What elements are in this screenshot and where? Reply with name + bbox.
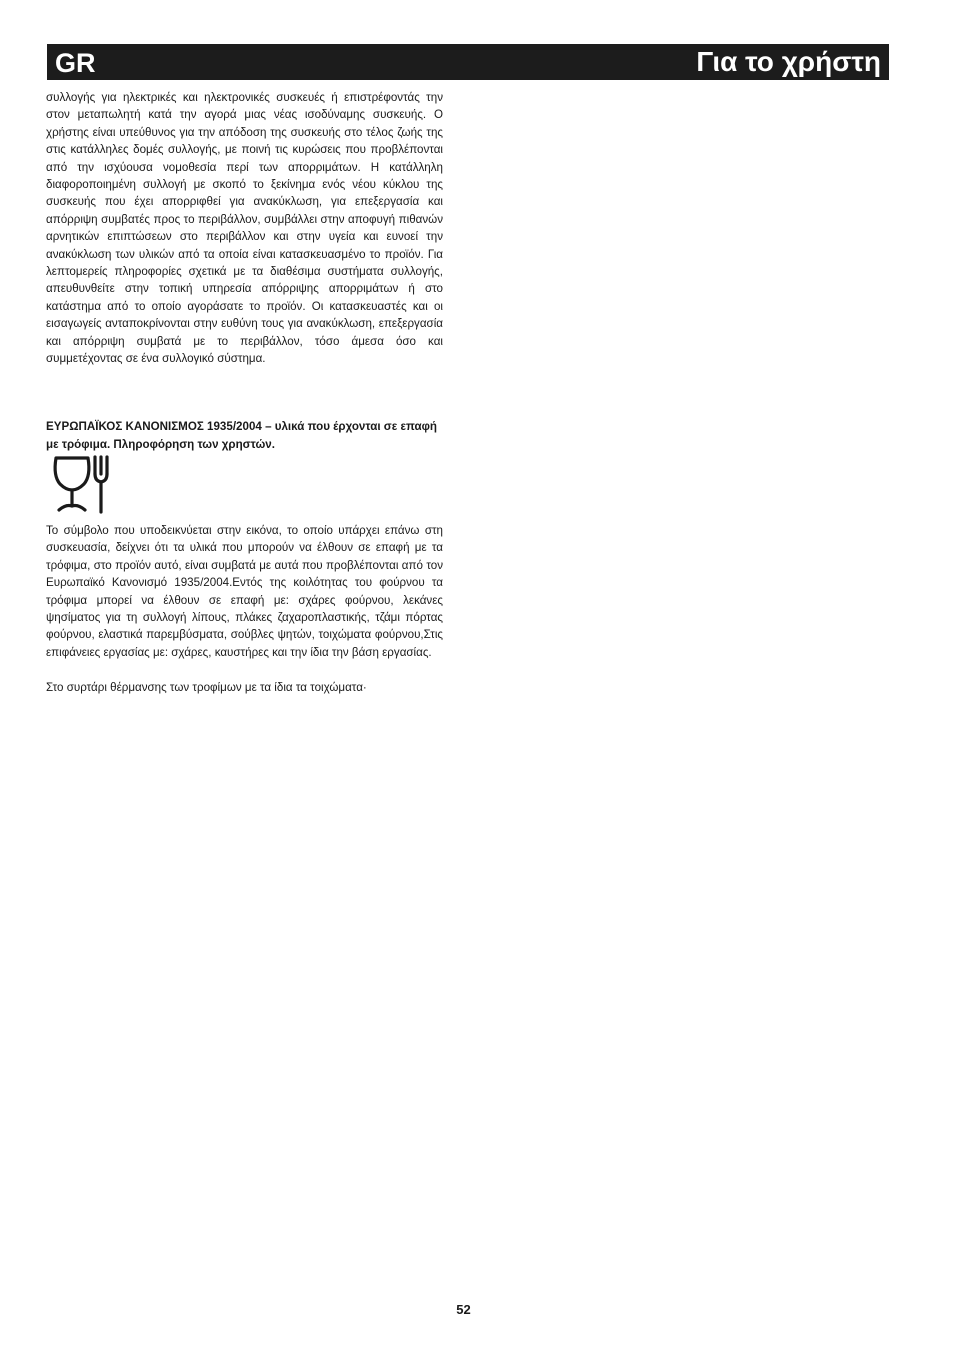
regulation-heading: ΕΥΡΩΠΑΪΚΟΣ ΚΑΝΟΝΙΣΜΟΣ 1935/2004 – υλικά που έρχονται σε επαφή με τρόφιμα. Πληροφόρηση των χρηστών. xyxy=(46,420,438,451)
header-bar xyxy=(47,44,889,80)
food-contact-glass-fork-icon xyxy=(50,454,114,516)
section-title: Για το χρήστη xyxy=(696,46,881,77)
page-number: 52 xyxy=(456,1302,471,1317)
food-contact-paragraph: Το σύμβολο που υποδεικνύεται στην εικόνα, το οποίο υπάρχει επάνω στη συσκευασία, δείχνει ότι τα υλικά που μπορούν να έλθουν σε επαφή με τα τρόφιμα, στο προϊόν αυτό, είναι συμβατά με αυτά που προβλέπονται από τον Ευρωπαϊκό Κανονισμό 1935/2004.Εντός της κοιλότητας του φούρνου τα τρόφιμα μπορεί να έλθουν σε επαφή με: σχάρες φούρνου, λεκάνες ψησίματος για τη συλλογή λίπους, πλάκες ζαχαροπλαστικής, τζάμι πόρτας φούρνου, ελαστικά παρεμβύσματα, σούβλες ψητών, τοιχώματα φούρνου,Στις επιφάνειες εργασίας με: σχάρες, καυστήρες και την ίδια την βάση εργασίας. xyxy=(46,524,443,659)
language-code: GR xyxy=(55,48,96,78)
disposal-paragraph: συλλογής για ηλεκτρικές και ηλεκτρονικές συσκευές ή επιστρέφοντάς την στον μεταπωλητή κατά την αγορά μιας νέας ισοδύναμης συσκευής. Ο χρήστης είναι υπεύθυνος για την απόδοση της συσκευής στο τέλος ζωής της στις κατάλληλες δομές συλλογής, με ποινή τις κυρώσεις που προβλέπονται από την ισχύουσα νομοθεσία περί των απορριμάτων. Η κατάλληλη διαφοροποιημένη συλλογή με σκοπό το ξεκίνημα ενός νέου κύκλου της συσκευής που έχει απορριφθεί για ανακύκλωση, για επεξεργασία και απόρριψη συμβατές προς το περιβάλλον, συμβάλλει στην αποφυγή πιθανών αρνητικών επιπτώσεων στο περιβάλλον και στην υγεία και ευνοεί την ανακύκλωση των υλικών από τα οποία είναι κατασκευασμένο το προϊόν. Για λεπτομερείς πληροφορίες σχετικά με τα διαθέσιμα συστήματα συλλογής, απευθυνθείτε στην τοπική υπηρεσία απόρριψης απορριμάτων ή στο κατάστημα από το οποίο αγοράσατε το προϊόν. Οι κατασκευαστές και οι εισαγωγείς ανταποκρίνονται στην ευθύνη τους για ανακύκλωση, επεξεργασία και απόρριψη συμβατά με το περιβάλλον, τόσο άμεσα όσο και συμμετέχοντας σε ένα συλλογικό σύστημα. xyxy=(46,91,443,366)
warming-drawer-paragraph: Στο συρτάρι θέρμανσης των τροφίμων με τα ίδια τα τοιχώματα· xyxy=(46,681,367,694)
